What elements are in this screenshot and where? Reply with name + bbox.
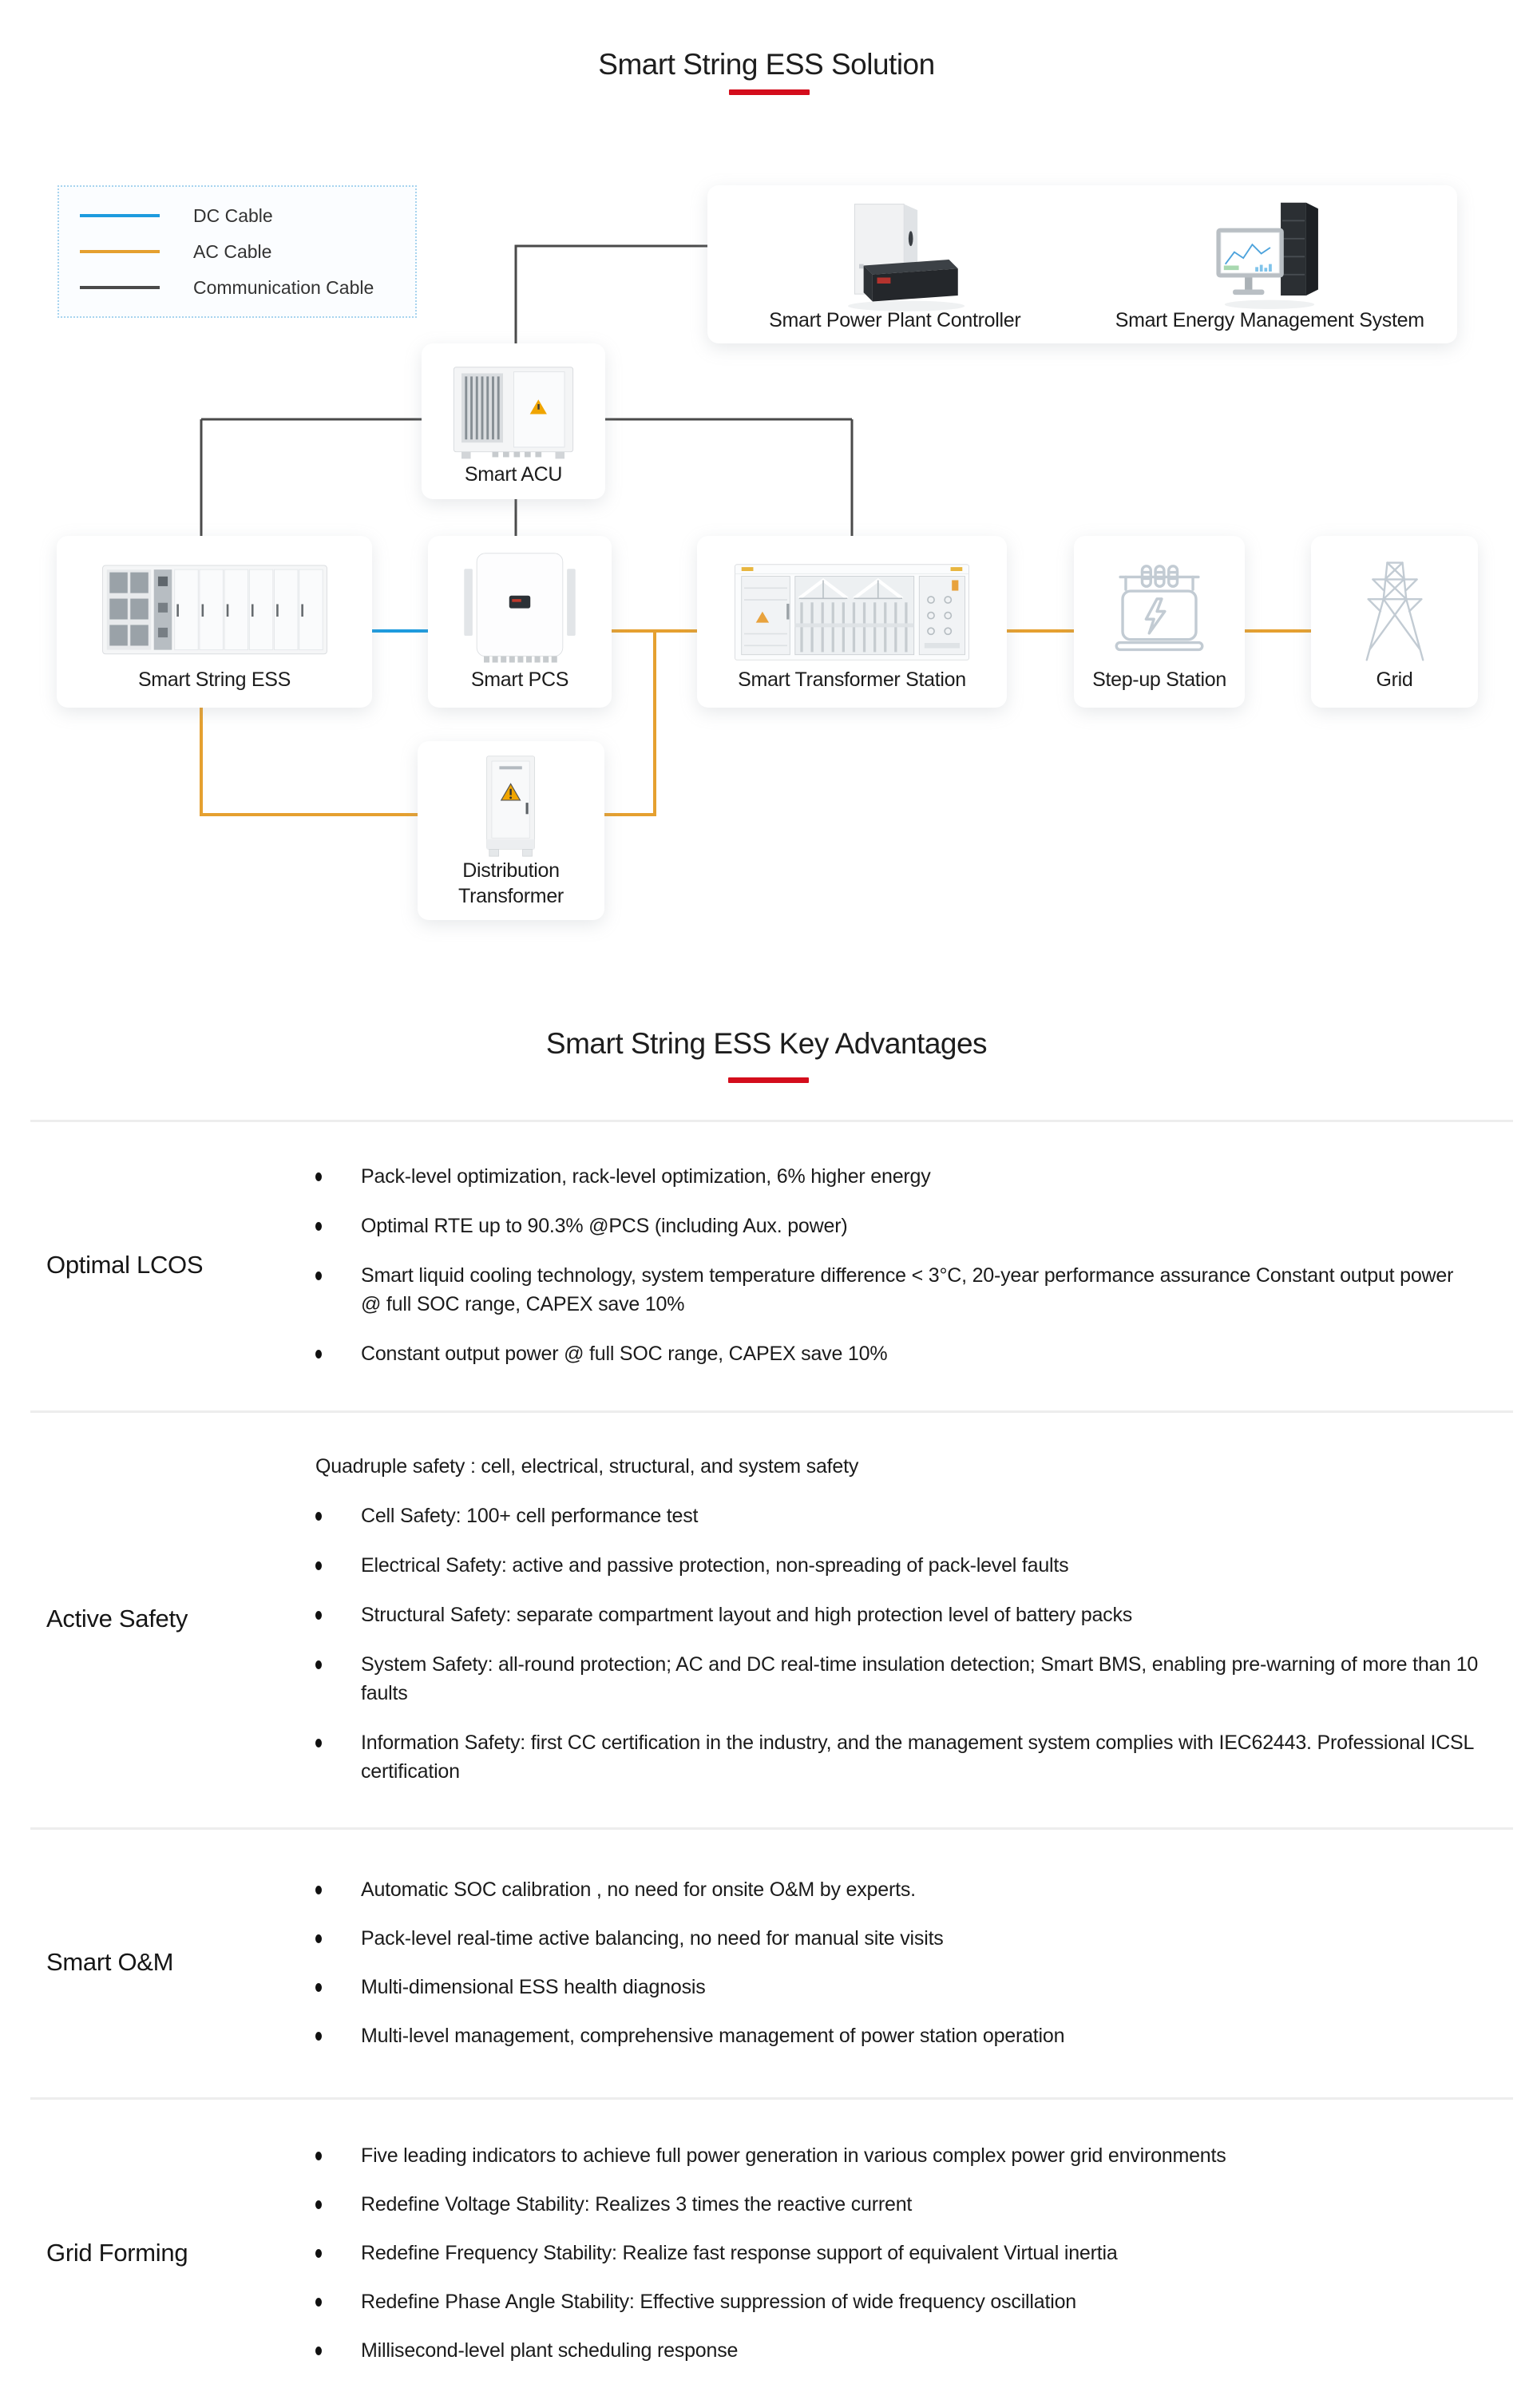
bullet-dot-icon (315, 1512, 322, 1521)
bullet-dot-icon (315, 1172, 322, 1181)
legend-row-dc (59, 198, 415, 234)
bullet-dot-icon (315, 1271, 322, 1280)
bullet-item (315, 1551, 1481, 1580)
distribution-transformer-icon (466, 752, 556, 863)
bullet-text: Smart liquid cooling technology, system temperature difference < 3°C, 20-year performance assurance Constant output power @ full SOC range, CAPEX save 10% (361, 1264, 1454, 1315)
bullet-item (315, 2021, 1481, 2050)
section-title: Grid Forming (46, 2238, 188, 2267)
bullet-text: Automatic SOC calibration , no need for onsite O&M by experts. (361, 1878, 916, 1901)
bullet-item (315, 2239, 1481, 2267)
bullet-dot-icon (315, 1561, 322, 1570)
solution-title: Smart String ESS Solution (598, 48, 935, 81)
stepup-station-label: Step-up Station (1092, 668, 1226, 691)
node-distribution-transformer (418, 741, 604, 920)
bullet-text: System Safety: all-round protection; AC and DC real-time insulation detection; Smart BMS, enabling pre-warning of more than 10 faults (361, 1653, 1479, 1704)
bullet-text: Constant output power @ full SOC range, CAPEX save 10% (361, 1343, 888, 1365)
section-title: Active Safety (46, 1605, 188, 1632)
bullet-item (315, 1875, 1481, 1904)
comm-cable-swatch-icon (80, 286, 160, 290)
bullet-dot-icon (315, 2200, 322, 2209)
smart-string-ess-icon (83, 560, 347, 664)
distribution-transformer-label (418, 858, 604, 909)
section-bullets (315, 2097, 1481, 2408)
stepup-station-icon (1099, 558, 1219, 664)
bullet-text: Optimal RTE up to 90.3% @PCS (including Aux. power) (361, 1215, 848, 1237)
bullet-item (315, 2336, 1481, 2365)
section-bullets (315, 1410, 1481, 1827)
distribution-transformer-label-line1: Distribution (462, 859, 560, 882)
bullet-text: Redefine Phase Angle Stability: Effective suppression of wide frequency oscillation (361, 2290, 1076, 2313)
bullet-dot-icon (315, 2249, 322, 2258)
bullet-text: Multi-level management, comprehensive management of power station operation (361, 2024, 1065, 2047)
node-stepup-station (1074, 536, 1245, 708)
bullet-item (315, 2141, 1481, 2170)
bullet-dot-icon (315, 1983, 322, 1992)
bullet-text: Pack-level real-time active balancing, no need for manual site visits (361, 1926, 944, 1950)
bullet-item (315, 1212, 1481, 1240)
cable-overlay (0, 0, 1533, 990)
legend-row-ac (59, 234, 415, 270)
bullet-item (315, 1924, 1481, 1953)
bullet-item (315, 1601, 1481, 1629)
bullet-item (315, 2287, 1481, 2316)
node-grid (1311, 536, 1478, 708)
section-active-safety (0, 1410, 1533, 1827)
bullet-item (315, 1162, 1481, 1191)
power-plant-controller-label: Smart Power Plant Controller (769, 309, 1021, 331)
smart-acu-label: Smart ACU (464, 463, 563, 486)
bullet-dot-icon (315, 1886, 322, 1894)
node-smart-transformer-station (697, 536, 1007, 708)
distribution-transformer-label-line2: Transformer (458, 885, 564, 907)
energy-management-system-icon (1202, 200, 1337, 319)
section-smart-om (0, 1827, 1533, 2097)
solution-diagram (0, 0, 1533, 990)
energy-management-system-label: Smart Energy Management System (1115, 309, 1424, 331)
bullet-item (315, 1728, 1481, 1786)
bullet-text: Redefine Voltage Stability: Realizes 3 times the reactive current (361, 2192, 913, 2216)
bullet-item (315, 1650, 1481, 1708)
bullet-item (315, 1261, 1481, 1319)
bullet-dot-icon (315, 1660, 322, 1669)
advantages-title-underline (728, 1077, 809, 1083)
bullet-item (315, 2190, 1481, 2219)
bullet-text: Cell Safety: 100+ cell performance test (361, 1505, 699, 1527)
legend-row-comm (59, 270, 415, 306)
smart-string-ess-label: Smart String ESS (137, 668, 291, 691)
bullet-dot-icon (315, 1934, 322, 1943)
section-bullets (315, 1827, 1481, 2097)
node-smart-pcs (428, 536, 612, 708)
bullet-item (315, 1339, 1481, 1368)
bullet-dot-icon (315, 1611, 322, 1620)
smart-transformer-station-label: Smart Transformer Station (738, 668, 966, 691)
legend-label-dc: DC Cable (193, 205, 273, 226)
bullet-text: Redefine Frequency Stability: Realize fast response support of equivalent Virtual inertia (361, 2241, 1118, 2264)
smart-pcs-label: Smart PCS (470, 668, 569, 691)
node-smart-string-ess (57, 536, 372, 708)
bullet-dot-icon (315, 1350, 322, 1359)
bullet-dot-icon (315, 1222, 322, 1231)
grid-tower-icon (1345, 555, 1444, 665)
section-intro: Quadruple safety : cell, electrical, structural, and system safety (315, 1455, 859, 1478)
section-title: Smart O&M (46, 1948, 174, 1976)
bullet-text: Multi-dimensional ESS health diagnosis (361, 1975, 706, 1998)
smart-pcs-icon (460, 547, 580, 671)
smart-acu-icon (446, 363, 581, 466)
bullet-text: Information Safety: first CC certification in the industry, and the management system complies with IEC62443. Professional ICSL certification (361, 1732, 1474, 1783)
bullet-item (315, 1973, 1481, 2001)
advantages-title: Smart String ESS Key Advantages (545, 1027, 988, 1060)
power-plant-controller-icon (815, 200, 975, 319)
section-title: Optimal LCOS (46, 1251, 204, 1279)
node-power-plant-controller (707, 185, 1083, 343)
bullet-dot-icon (315, 2347, 322, 2355)
bullet-dot-icon (315, 2152, 322, 2160)
smart-transformer-station-icon (716, 557, 988, 664)
section-grid-forming (0, 2097, 1533, 2408)
section-bullets (315, 1120, 1481, 1410)
bullet-dot-icon (315, 2032, 322, 2041)
legend-label-ac: AC Cable (193, 241, 272, 262)
node-smart-acu (422, 343, 605, 499)
node-energy-management-system (1083, 185, 1458, 343)
bullet-text: Millisecond-level plant scheduling response (361, 2339, 739, 2362)
bullet-dot-icon (315, 1739, 322, 1747)
dc-cable-swatch-icon (80, 214, 160, 218)
bullet-text: Five leading indicators to achieve full power generation in various complex power grid environments (361, 2144, 1226, 2167)
ac-cable-swatch-icon (80, 250, 160, 254)
cable-legend (57, 185, 417, 318)
bullet-item (315, 1502, 1481, 1530)
management-systems-card (707, 185, 1457, 343)
bullet-text: Structural Safety: separate compartment layout and high protection level of battery packs (361, 1604, 1133, 1626)
bullet-text: Electrical Safety: active and passive protection, non-spreading of pack-level faults (361, 1554, 1069, 1577)
legend-label-comm: Communication Cable (193, 277, 374, 298)
bullet-text: Pack-level optimization, rack-level optimization, 6% higher energy (361, 1165, 931, 1188)
section-optimal-lcos (0, 1120, 1533, 1410)
bullet-dot-icon (315, 2298, 322, 2307)
grid-label: Grid (1376, 668, 1413, 691)
